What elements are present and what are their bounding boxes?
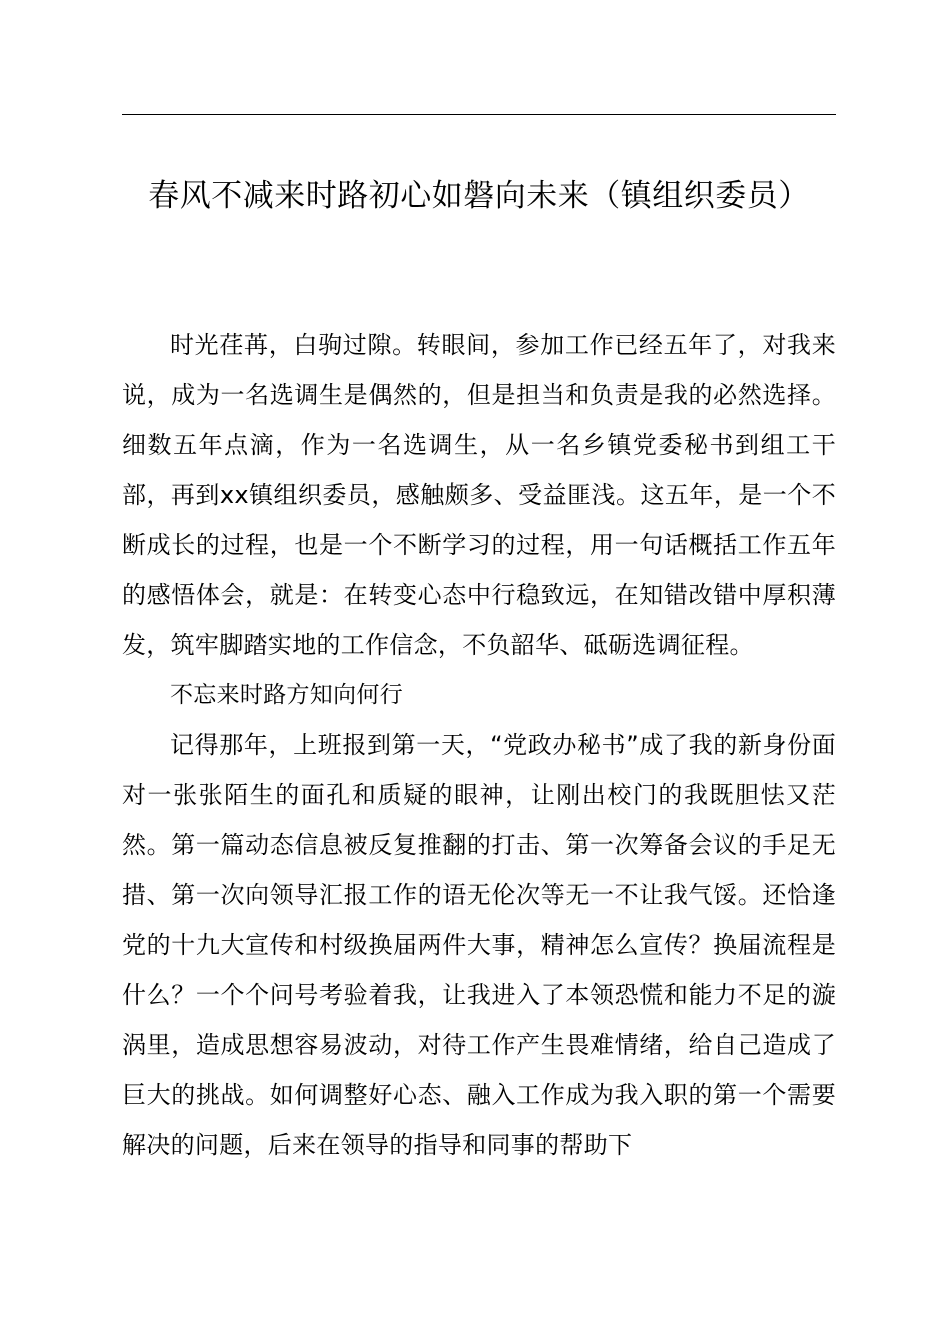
header-rule [122, 114, 836, 115]
section-heading: 不忘来时路方知向何行 [170, 682, 403, 708]
document-body [122, 320, 836, 1170]
paragraph-memory: 记得那年，上班报到第一天，“党政办秘书”成了我的新身份面对一张张陌生的面孔和质疑的眼神，让刚出校门的我既胆怯又茫然。第一篇动态信息被反复推翻的打击、第一次筹备会议的手足无措、第一次向领导汇报工作的语无伦次等无一不让我气馁。还恰逢党的十九大宣传和村级换届两件大事，精神怎么宣传？换届流程是什么？一个个问号考验着我，让我进入了本领恐慌和能力不足的漩涡里，造成思想容易波动，对待工作产生畏难情绪，给自己造成了巨大的挑战。如何调整好心态、融入工作成为我入职的第一个需要解决的问题，后来在领导的指导和同事的帮助下 [122, 731, 836, 1159]
paragraph-intro: 时光荏苒，白驹过隙。转眼间，参加工作已经五年了，对我来说，成为一名选调生是偶然的，但是担当和负责是我的必然选择。细数五年点滴，作为一名选调生，从一名乡镇党委秘书到组工干部，再到xx镇组织委员，感触颇多、受益匪浅。这五年，是一个不断成长的过程，也是一个不断学习的过程，用一句话概括工作五年的感悟体会，就是：在转变心态中行稳致远，在知错改错中厚积薄发，筑牢脚踏实地的工作信念，不负韶华、砥砺选调征程。 [122, 331, 836, 659]
document-title: 春风不减来时路初心如磐向未来（镇组织委员） [148, 178, 810, 214]
